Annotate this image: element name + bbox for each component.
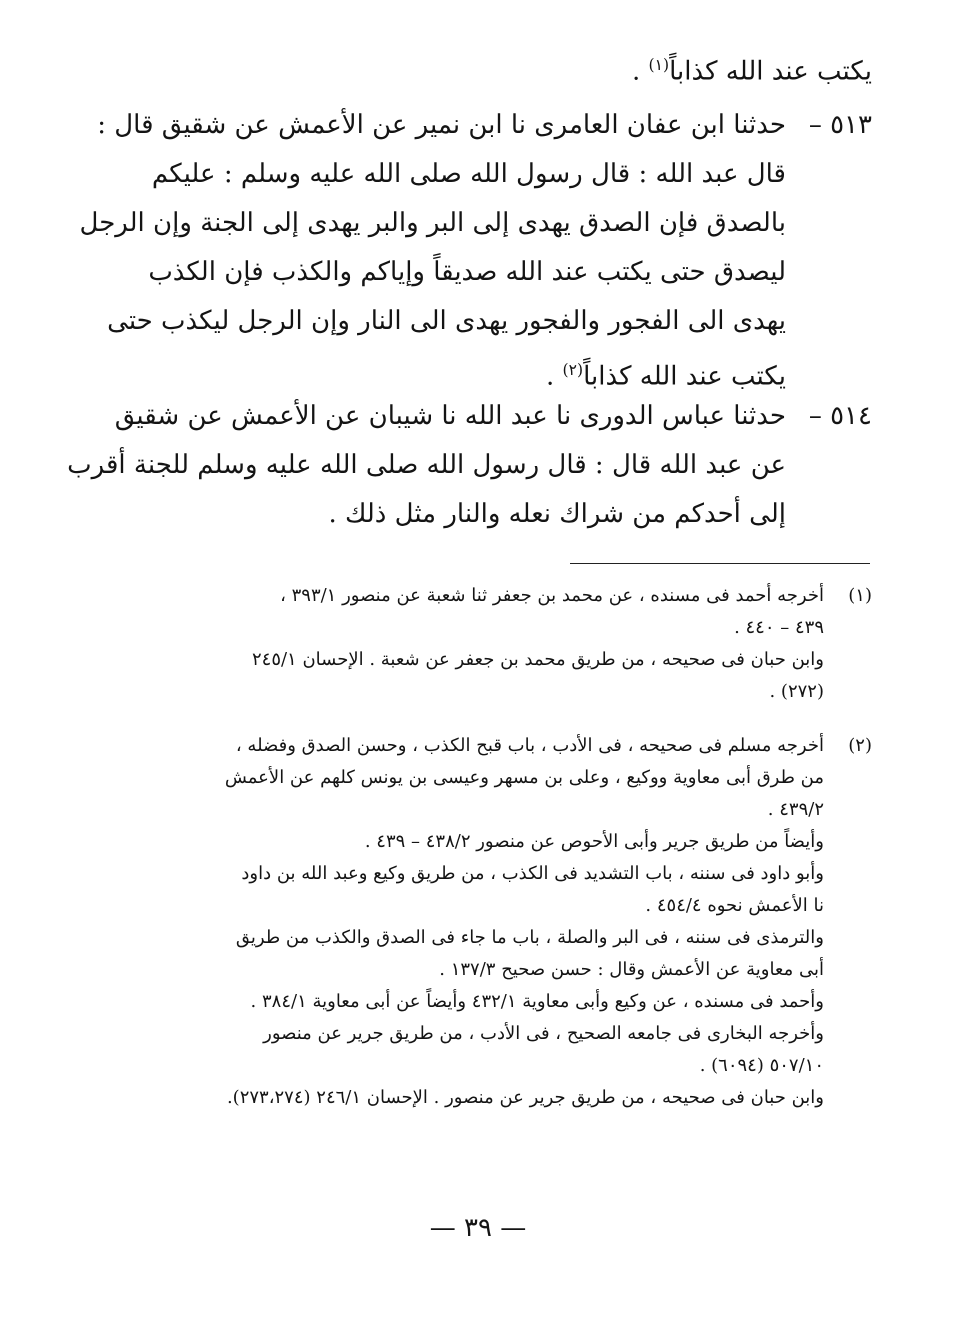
footnote-line: (٢٧٢) . (769, 681, 824, 702)
hadith-514-line: حدثنا عباس الدورى نا عبد الله نا شيبان عن الأعمش عن شقيق (114, 401, 786, 431)
footnote-line: ٥٠٧/١٠ (٦٠٩٤) . (699, 1055, 824, 1076)
footnote-ref-2: (٢) (562, 361, 584, 379)
footnote-line: نا الأعمش نحوه ٤٥٤/٤ . (645, 895, 824, 916)
hadith-514-line: عن عبد الله قال : قال رسول الله صلى الله عليه وسلم للجنة أقرب (67, 450, 786, 480)
hadith-513-line: يهدى الى الفجور والفجور يهدى الى النار وإن الرجل ليكذب حتى (107, 306, 786, 336)
footnote-line: أخرجه أحمد فى مسنده ، عن محمد بن جعفر ثنا شعبة عن منصور ٣٩٣/١ ، (280, 585, 824, 606)
hadith-513-end: . (546, 361, 563, 392)
hadith-513-line: ليصدق حتى يكتب عند الله صديقاً وإياكم والكذب فإن الكذب (148, 257, 786, 287)
footnote-line: والترمذى فى سننه ، فى البر والصلة ، باب ما جاء فى الصدق والكذب من طريق (235, 927, 824, 948)
footnote-1-text (184, 580, 824, 708)
footnote-line: من طرق أبى معاوية ووكيع ، وعلى بن مسهر وعيسى بن يونس كلهم عن الأعمش (224, 767, 824, 788)
footnote-line: ٤٣٩ – ٤٤٠ . (734, 617, 824, 638)
hadith-513-line: بالصدق فإن الصدق يهدى إلى البر والبر يهدى إلى الجنة وإن الرجل (79, 208, 786, 238)
footnote-line: أخرجه مسلم فى صحيحه ، فى الأدب ، باب قبح الكذب ، وحسن الصدق وفضله ، (235, 735, 824, 756)
footnote-line: وابن حبان فى صحيحه ، من طريق جرير عن منصور . الإحسان ٢٤٦/١ (٢٧٣،٢٧٤). (226, 1087, 824, 1108)
footnote-line: وأيضاً من طريق جرير وأبى الأحوص عن منصور ٤٣٨/٢ – ٤٣٩ . (364, 831, 824, 852)
intro-end: . (632, 56, 649, 87)
footnote-line: وأخرجه البخارى فى جامعه الصحيح ، فى الأدب ، من طريق جرير عن منصور (263, 1023, 824, 1044)
footnote-ref-1: (١) (648, 56, 670, 74)
footnote-1-number: (١) (848, 585, 872, 606)
footnote-2-text (184, 730, 824, 1114)
hadith-514-number: ٥١٤ – (808, 401, 872, 431)
intro-line (172, 41, 872, 90)
hadith-513-line: قال عبد الله : قال رسول الله صلى الله عليه وسلم : عليكم (151, 159, 786, 189)
hadith-513-text (79, 101, 786, 395)
hadith-513-line: حدثنا ابن عفان العامرى نا ابن نمير عن الأعمش عن شقيق قال : (97, 110, 786, 140)
hadith-514-line: إلى أحدكم من شراك نعله والنار مثل ذلك . (328, 499, 786, 529)
hadith-514-text (67, 392, 786, 539)
hadith-513-last-text: يكتب عند الله كذاباً (583, 361, 786, 392)
footnote-line: وابن حبان فى صحيحه ، من طريق محمد بن جعفر عن شعبة . الإحسان ٢٤٥/١ (251, 649, 824, 670)
hadith-513-number: ٥١٣ – (808, 110, 872, 140)
footnote-line: ٤٣٩/٢ . (767, 799, 824, 820)
footnote-2-number: (٢) (848, 735, 872, 756)
footnote-line: أبى معاوية عن الأعمش وقال : حسن صحيح ١٣٧/٣ . (439, 959, 824, 980)
footnote-separator (570, 563, 870, 564)
footnote-line: وأحمد فى مسنده ، عن وكيع وأبى معاوية ٤٣٢/١ وأيضاً عن أبى معاوية ٣٨٤/١ . (250, 991, 824, 1012)
intro-text: يكتب عند الله كذاباً (669, 56, 872, 87)
page-number: — ٣٩ — (429, 1213, 527, 1243)
footnote-line: وأبو داود فى سننه ، باب التشديد فى الكذب ، من طريق وكيع وعبد الله بن داود (241, 863, 824, 884)
hadith-513-last-line (166, 346, 786, 395)
